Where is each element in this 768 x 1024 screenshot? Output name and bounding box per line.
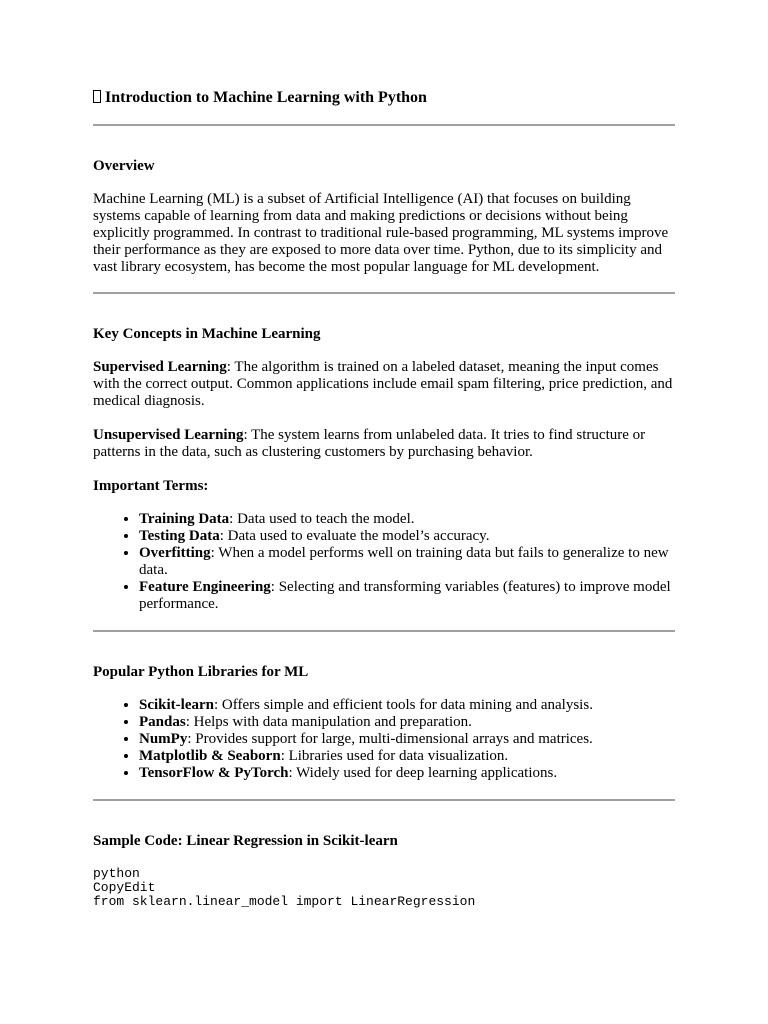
list-item <box>139 697 675 714</box>
section-heading-overview: Overview <box>93 158 155 174</box>
list-item <box>139 731 675 748</box>
list-item-text: : Provides support for large, multi-dimensional arrays and matrices. <box>187 731 593 747</box>
section-heading-sample-code: Sample Code: Linear Regression in Scikit-learn <box>93 833 398 849</box>
unsupervised-learning-paragraph <box>93 427 675 461</box>
list-item-term: Testing Data <box>139 528 220 544</box>
important-terms-heading <box>93 478 675 495</box>
unsupervised-learning-term: Unsupervised Learning <box>93 427 244 443</box>
list-item-term: Overfitting <box>139 545 211 561</box>
list-item-term: NumPy <box>139 731 188 747</box>
divider <box>93 630 675 632</box>
code-line: CopyEdit <box>93 880 156 895</box>
list-item-term: TensorFlow & PyTorch <box>139 765 289 781</box>
list-item-text: : Data used to teach the model. <box>229 511 415 527</box>
divider <box>93 799 675 801</box>
list-item-text: : Data used to evaluate the model’s accuracy. <box>219 528 490 544</box>
list-item <box>139 748 675 765</box>
list-item <box>139 528 675 545</box>
list-item-text: : When a model performs well on training data but fails to generalize to new data. <box>139 545 669 578</box>
important-terms-label: Important Terms: <box>93 478 209 494</box>
list-item-term: Pandas <box>139 714 186 730</box>
list-item <box>139 579 675 613</box>
supervised-learning-text: : The algorithm is trained on a labeled dataset, meaning the input comes with the correct output. Common applications include email spam filtering, price prediction, and medical diagnosis. <box>93 359 673 409</box>
section-heading-libraries: Popular Python Libraries for ML <box>93 664 309 680</box>
supervised-learning-term: Supervised Learning <box>93 359 227 375</box>
list-item-term: Training Data <box>139 511 230 527</box>
divider <box>93 124 675 126</box>
code-line: from sklearn.linear_model import LinearRegression <box>93 894 476 909</box>
list-item <box>139 765 675 782</box>
list-item-text: : Libraries used for data visualization. <box>280 748 509 764</box>
code-block <box>93 867 675 909</box>
list-item-text: : Helps with data manipulation and preparation. <box>185 714 472 730</box>
list-item <box>139 714 675 731</box>
supervised-learning-paragraph <box>93 359 675 410</box>
section-heading-key-concepts: Key Concepts in Machine Learning <box>93 326 321 342</box>
unsupervised-learning-text: : The system learns from unlabeled data. It tries to find structure or patterns in the data, such as clustering customers by purchasing behavior. <box>93 427 646 460</box>
document-title <box>93 88 675 108</box>
document-title-text: Introduction to Machine Learning with Python <box>105 89 427 106</box>
list-item-term: Feature Engineering <box>139 579 271 595</box>
list-item-term: Scikit-learn <box>139 697 214 713</box>
list-item-term: Matplotlib & Seaborn <box>139 748 281 764</box>
libraries-list <box>93 697 675 782</box>
list-item <box>139 545 675 579</box>
overview-paragraph: Machine Learning (ML) is a subset of Artificial Intelligence (AI) that focuses on building systems capable of learning from data and making predictions or decisions without being explicitly programmed. In contrast to traditional rule-based programming, ML systems improve their performance as they are exposed to more data over time. Python, due to its simplicity and vast library ecosystem, has become the most popular language for ML development. <box>93 191 669 275</box>
list-item <box>139 511 675 528</box>
list-item-text: : Offers simple and efficient tools for data mining and analysis. <box>214 697 593 713</box>
missing-glyph-icon <box>93 90 101 103</box>
code-line: python <box>93 866 140 881</box>
list-item-text: : Widely used for deep learning applications. <box>288 765 558 781</box>
divider <box>93 292 675 294</box>
list-item-text: : Selecting and transforming variables (features) to improve model performance. <box>139 579 671 612</box>
important-terms-list <box>93 511 675 613</box>
